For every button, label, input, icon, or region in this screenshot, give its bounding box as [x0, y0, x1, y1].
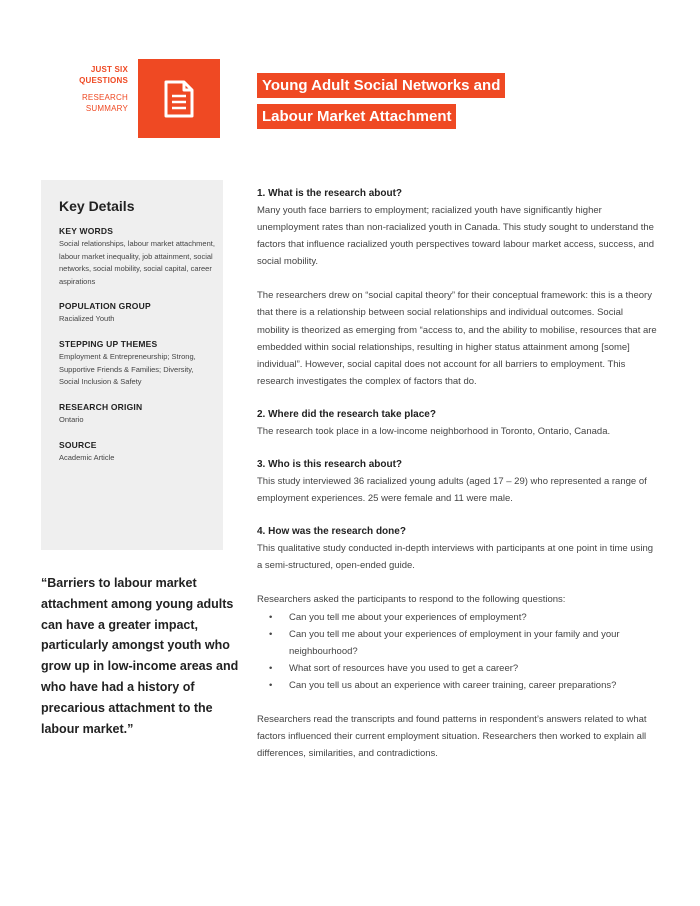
stepping-up-themes-label: STEPPING UP THEMES: [59, 339, 158, 349]
population-group-label: POPULATION GROUP: [59, 301, 151, 311]
source-label: SOURCE: [59, 440, 97, 450]
question-1-title: 1. What is the research about?: [257, 188, 403, 199]
key-details-panel: [41, 180, 223, 550]
question-2-title: 2. Where did the research take place?: [257, 408, 436, 420]
document-icon: [164, 80, 194, 118]
pull-quote: “Barriers to labour market attachment among young adults can have a greater impact, particularly amongst youth who grow up in low-income areas and who have had a history of precarious attachment to the labour market.”: [41, 576, 239, 736]
brand-line-4: SUMMARY: [85, 104, 128, 113]
question-list: [257, 609, 657, 694]
logo-box: [138, 59, 220, 138]
question-2-paragraph-1: The research took place in a low-income neighborhood in Toronto, Ontario, Canada.: [257, 425, 611, 437]
question-3-paragraph-1: This study interviewed 36 racialized young adults (aged 17 – 29) who represented a range of employment experiences. 25 were female and 11 were male.: [257, 476, 647, 505]
brand-label: [40, 64, 128, 114]
research-origin-label: RESEARCH ORIGIN: [59, 402, 143, 412]
stepping-up-themes-section: [59, 339, 215, 389]
key-details-heading: Key Details: [59, 198, 135, 214]
population-group-section: [59, 301, 215, 326]
research-origin-section: [59, 402, 215, 427]
main-content: [257, 186, 657, 762]
list-item-text: What sort of resources have you used to get a career?: [289, 662, 519, 674]
key-words-text: Social relationships, labour market attachment, labour market inequality, job attainment, social networks, social mobility, social capital, career aspirations: [59, 239, 215, 286]
brand-line-3: RESEARCH: [81, 93, 128, 102]
list-item-text: Can you tell me about your experiences of employment in your family and your neighbourhood?: [289, 628, 620, 657]
brand-line-2: QUESTIONS: [79, 76, 128, 85]
question-4-paragraph-2: Researchers asked the participants to respond to the following questions:: [257, 594, 566, 606]
list-item-text: Can you tell us about an experience with career training, career preparations?: [289, 679, 617, 691]
bullet-icon: •: [269, 628, 273, 640]
source-section: [59, 440, 215, 465]
list-item: [257, 677, 657, 694]
bullet-icon: •: [269, 662, 273, 674]
source-text: Academic Article: [59, 453, 115, 462]
question-4-title: 4. How was the research done?: [257, 526, 406, 538]
list-item: [257, 626, 657, 660]
list-item-text: Can you tell me about your experiences of employment?: [289, 611, 527, 623]
key-words-label: KEY WORDS: [59, 226, 114, 236]
page-title-line-2: Labour Market Attachment: [257, 104, 456, 129]
stepping-up-themes-text: Employment & Entrepreneurship; Strong, Supportive Friends & Families; Diversity, Social Inclusion & Safety: [59, 352, 196, 386]
bullet-icon: •: [269, 611, 273, 623]
question-3-title: 3. Who is this research about?: [257, 459, 403, 471]
question-1-paragraph-1: Many youth face barriers to employment; racialized youth have significantly higher unemployment rates than non-racialized youth in Canada. This study sought to understand the factors that influence racialized youth perspectives toward labour market access, success, and social mobility.: [257, 205, 655, 268]
research-origin-text: Ontario: [59, 415, 84, 424]
list-item: [257, 660, 657, 677]
question-4-paragraph-3: Researchers read the transcripts and found patterns in respondent’s answers related to what factors influenced their current employment situation. Researchers then worked to explain all differences, similarities, and contradictions.: [257, 713, 647, 760]
question-4-paragraph-1: This qualitative study conducted in-depth interviews with participants at one point in time using a semi-structured, open-ended guide.: [257, 543, 654, 572]
list-item: [257, 609, 657, 626]
page-title-line-1: Young Adult Social Networks and: [257, 73, 505, 98]
population-group-text: Racialized Youth: [59, 314, 115, 323]
key-words-section: [59, 226, 215, 288]
bullet-icon: •: [269, 679, 273, 691]
brand-line-1: JUST SIX: [90, 65, 128, 74]
question-1-paragraph-2: The researchers drew on “social capital theory” for their conceptual framework: this is a theory that there is a relationship between social relationships and individual outcomes. Social mobility is theorized as emerging from “access to, and the ability to mobilise, resources that are embedded within social relationships, resulting in higher status attainment among [some] individual”. However, social capital does not account for all barriers to employment. This research investigates the complex of factors that do.: [257, 290, 657, 387]
